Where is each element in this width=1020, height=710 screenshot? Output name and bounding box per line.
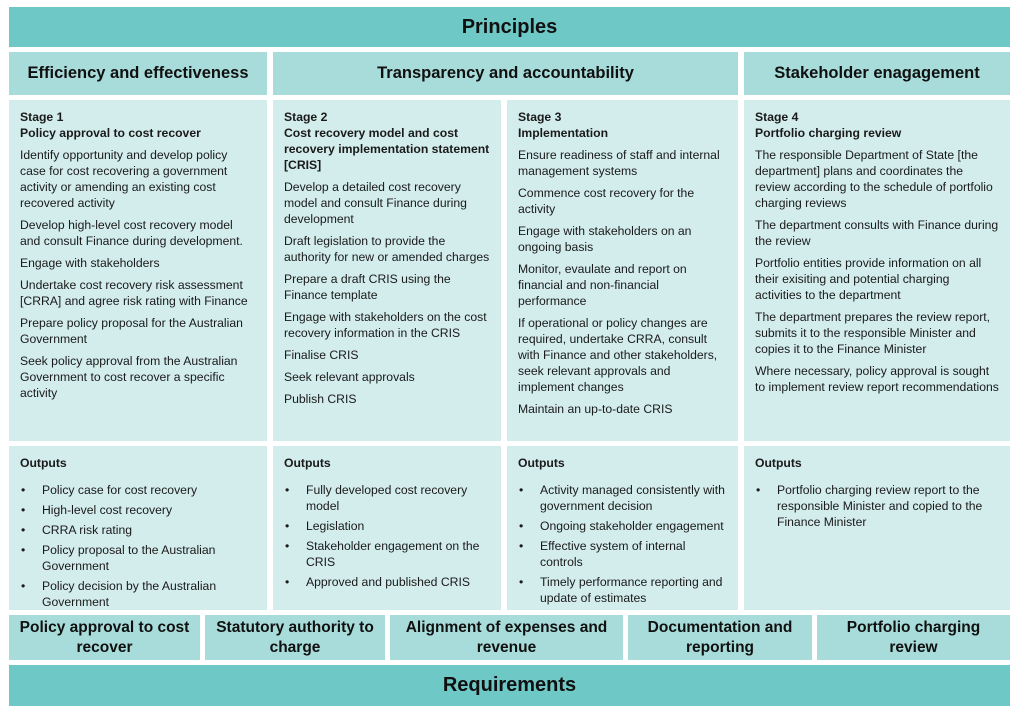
stage-activity: Publish CRIS — [284, 392, 357, 406]
stage-activity: Develop high-level cost recovery model and consult Finance during development. — [20, 218, 243, 248]
stage-3-outputs — [507, 446, 738, 610]
stage-activity: Prepare a draft CRIS using the Finance template — [284, 272, 451, 302]
output-item: • Policy decision by the Australian Government — [20, 578, 256, 610]
stage-activity: Seek policy approval from the Australian Government to cost recover a specific activity — [20, 354, 238, 400]
requirement-alignment-expenses: Alignment of expenses and revenue — [390, 615, 623, 660]
stage-4-cell — [744, 100, 1010, 441]
outputs-heading: Outputs — [518, 456, 565, 470]
stage-activity: Finalise CRIS — [284, 348, 359, 362]
stage-2-cell — [273, 100, 501, 441]
principles-banner: Principles — [9, 7, 1010, 47]
stage-activity: Seek relevant approvals — [284, 370, 415, 384]
stage-activity: Draft legislation to provide the authority for new or amended charges — [284, 234, 490, 264]
output-item: • Fully developed cost recovery model — [284, 482, 490, 514]
requirements-banner: Requirements — [9, 665, 1010, 706]
requirement-statutory-authority: Statutory authority to charge — [205, 615, 385, 660]
stage-4-number: Stage 4 — [755, 110, 799, 124]
stage-activity: Develop a detailed cost recovery model and consult Finance during development — [284, 180, 467, 226]
stage-1-cell — [9, 100, 267, 441]
stage-activity: If operational or policy changes are required, undertake CRRA, consult with Finance and other stakeholders, seek relevant approvals and implement changes — [518, 316, 718, 394]
stage-1-number: Stage 1 — [20, 110, 64, 124]
stage-activity: Monitor, evaulate and report on financial and non-financial performance — [518, 262, 687, 308]
principle-efficiency-header: Efficiency and effectiveness — [9, 52, 267, 95]
output-item: • Timely performance reporting and update of estimates — [518, 574, 727, 606]
output-item: • Policy proposal to the Australian Government — [20, 542, 256, 574]
output-item: • Legislation — [284, 518, 490, 534]
stage-3-cell — [507, 100, 738, 441]
stage-4-outputs — [744, 446, 1010, 610]
output-item: • Stakeholder engagement on the CRIS — [284, 538, 490, 570]
stage-2-number: Stage 2 — [284, 110, 328, 124]
output-item: • Approved and published CRIS — [284, 574, 490, 590]
stage-activity: The responsible Department of State [the department] plans and coordinates the review according to the schedule of portfolio charging reviews — [755, 148, 993, 210]
stage-activity: Identify opportunity and develop policy case for cost recovering a government activity or amending an existing cost recovered activity — [20, 148, 228, 210]
principle-transparency-header: Transparency and accountability — [273, 52, 738, 95]
outputs-heading: Outputs — [284, 456, 331, 470]
output-item: • High-level cost recovery — [20, 502, 256, 518]
principle-stakeholder-header: Stakeholder enagagement — [744, 52, 1010, 95]
outputs-list — [755, 482, 999, 530]
stage-1-title: Policy approval to cost recover — [20, 126, 201, 140]
requirement-portfolio-review: Portfolio charging review — [817, 615, 1010, 660]
outputs-heading: Outputs — [755, 456, 802, 470]
stage-3-heading — [518, 109, 727, 141]
stage-4-heading — [755, 109, 999, 141]
stage-1-outputs — [9, 446, 267, 610]
stage-activity: Ensure readiness of staff and internal management systems — [518, 148, 720, 178]
outputs-list — [20, 482, 256, 610]
output-item: • Activity managed consistently with government decision — [518, 482, 727, 514]
stage-2-outputs — [273, 446, 501, 610]
output-item: • Effective system of internal controls — [518, 538, 727, 570]
output-item: • Portfolio charging review report to the responsible Minister and copied to the Finance Minister — [755, 482, 999, 530]
stage-activity: Undertake cost recovery risk assessment [CRRA] and agree risk rating with Finance — [20, 278, 248, 308]
stage-activity: Engage with stakeholders on an ongoing basis — [518, 224, 692, 254]
stage-activity: Maintain an up-to-date CRIS — [518, 402, 673, 416]
stage-2-title: Cost recovery model and cost recovery implementation statement [CRIS] — [284, 126, 490, 172]
requirement-documentation-reporting: Documentation and reporting — [628, 615, 812, 660]
outputs-list — [518, 482, 727, 606]
stage-activity: Where necessary, policy approval is sought to implement review report recommendations — [755, 364, 999, 394]
stage-3-title: Implementation — [518, 126, 609, 140]
outputs-heading: Outputs — [20, 456, 67, 470]
stage-activity: Portfolio entities provide information on all their exisiting and potential charging activities to the department — [755, 256, 982, 302]
output-item: • Policy case for cost recovery — [20, 482, 256, 498]
outputs-list — [284, 482, 490, 590]
stage-4-title: Portfolio charging review — [755, 126, 902, 140]
stage-2-heading — [284, 109, 490, 173]
stage-activity: The department prepares the review report, submits it to the responsible Minister and copies it to the Finance Minister — [755, 310, 991, 356]
stage-1-heading — [20, 109, 256, 141]
stage-activity: Prepare policy proposal for the Australian Government — [20, 316, 243, 346]
stage-activity: The department consults with Finance during the review — [755, 218, 999, 248]
output-item: • Ongoing stakeholder engagement — [518, 518, 727, 534]
stage-activity: Engage with stakeholders — [20, 256, 160, 270]
requirement-policy-approval: Policy approval to cost recover — [9, 615, 200, 660]
stage-activity: Commence cost recovery for the activity — [518, 186, 695, 216]
stage-activity: Engage with stakeholders on the cost recovery information in the CRIS — [284, 310, 487, 340]
stage-3-number: Stage 3 — [518, 110, 562, 124]
output-item: • CRRA risk rating — [20, 522, 256, 538]
